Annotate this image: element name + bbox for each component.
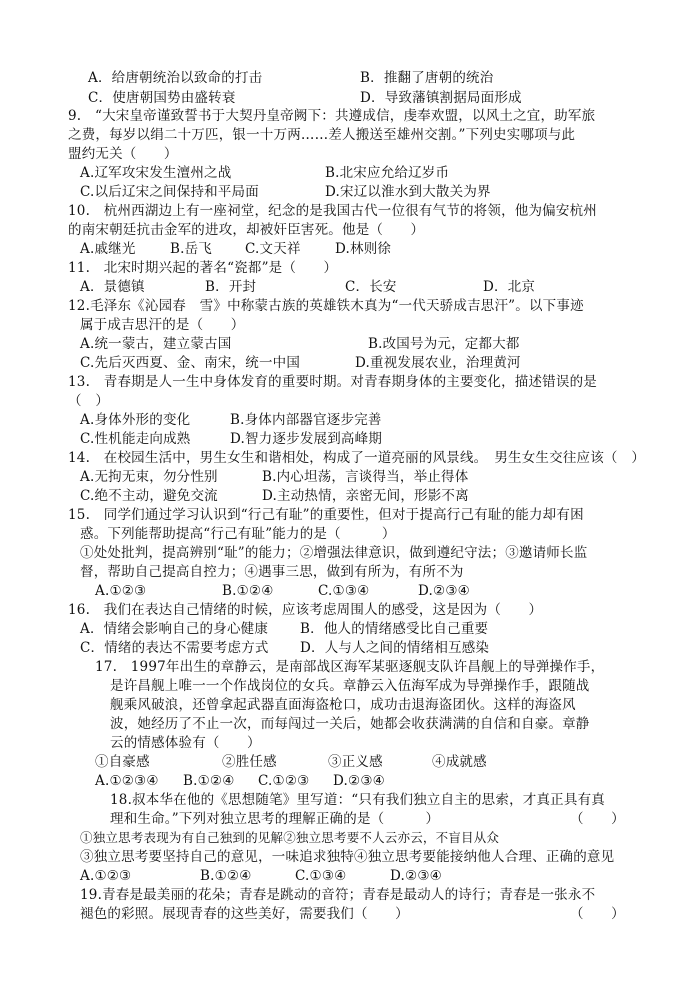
q18-option-b: B.①②④ xyxy=(200,868,252,884)
q17-option-a: A.①②③④ xyxy=(95,773,159,789)
q14-stem: 14. 在校园生活中，男生女生和谐相处，构成了一道亮丽的风景线。 男生女生交往应该（ ） xyxy=(68,450,646,466)
q18-statement-line2: ③独立思考要坚持自己的意见，一味追求独特④独立思考要能接纳他人合理、正确的意见 xyxy=(80,849,615,865)
q11-option-d: D．北京 xyxy=(483,279,536,295)
q13-option-b: B.身体内部器官逐步完善 xyxy=(230,412,382,428)
q11-option-b: B．开封 xyxy=(205,279,257,295)
q8-option-c: C．使唐朝国势由盛转衰 xyxy=(88,90,236,106)
q18-option-a: A.①②③ xyxy=(80,868,132,884)
q18-option-d: D.②③④ xyxy=(390,868,442,884)
q16-option-a: A．情绪会影响自己的身心健康 xyxy=(80,621,269,637)
q16-option-c: C．情绪的表达不需要考虑方式 xyxy=(80,640,269,656)
q10-option-d: D.林则徐 xyxy=(335,241,392,257)
q14-option-a: A.无拘无束，勿分性别 xyxy=(80,469,218,485)
q11-stem: 11. 北宋时期兴起的著名“瓷都”是（ ） xyxy=(68,260,338,276)
q15-option-d: D.②③④ xyxy=(418,583,470,599)
q18-answer-blank: （ ） xyxy=(570,811,625,827)
q14-option-c: C.绝不主动，避免交流 xyxy=(80,488,218,504)
q17-choice-4: ④成就感 xyxy=(432,754,487,770)
q11-option-c: C．长安 xyxy=(345,279,397,295)
q12-stem-line1: 12.毛泽东《沁园春 雪》中称蒙古族的英雄铁木真为“一代天骄成吉思汗”。以下事迹 xyxy=(68,298,584,314)
q15-statement-line1: ①处处批判，提高辨别“耻”的能力；②增强法律意识，做到遵纪守法；③邀请师长监 xyxy=(80,545,588,561)
q18-stem-line2: 理和生命。”下列对独立思考的理解正确的是（ ） xyxy=(110,811,440,827)
q17-option-c: C.①②③ xyxy=(258,773,310,789)
q14-option-b: B.内心坦荡，言谈得当，举止得体 xyxy=(262,469,469,485)
q18-option-c: C.①③④ xyxy=(295,868,347,884)
q19-answer-blank: （ ） xyxy=(570,906,625,922)
q9-option-d: D.宋辽以淮水到大散关为界 xyxy=(325,184,491,200)
q13-option-c: C.性机能走向成熟 xyxy=(80,431,191,447)
q13-stem-line2: （ ） xyxy=(68,393,110,409)
q8-option-b: B．推翻了唐朝的统治 xyxy=(360,70,494,86)
q17-stem-line5: 云的情感体验有（ ） xyxy=(110,735,261,751)
q12-option-a: A.统一蒙古，建立蒙古国 xyxy=(80,336,232,352)
q16-option-b: B．他人的情绪感受比自己重要 xyxy=(300,621,489,637)
q18-statement-line1: ①独立思考表现为有自己独到的见解②独立思考要不人云亦云，不盲目从众 xyxy=(80,830,500,845)
q17-option-b: B.①②④ xyxy=(183,773,235,789)
q13-option-a: A.身体外形的变化 xyxy=(80,412,191,428)
q10-option-a: A.戚继光 xyxy=(80,241,136,257)
q13-option-d: D.智力逐步发展到高峰期 xyxy=(230,431,383,447)
q8-option-a: A．给唐朝统治以致命的打击 xyxy=(88,70,263,86)
q17-option-d: D.②③④ xyxy=(333,773,385,789)
q15-option-a: A.①②③ xyxy=(95,583,147,599)
q17-choice-2: ②胜任感 xyxy=(222,754,277,770)
q15-option-b: B.①②④ xyxy=(222,583,274,599)
q10-option-c: C.文天祥 xyxy=(245,241,301,257)
q13-stem-line1: 13. 青春期是人一生中身体发育的重要时期。对青春期身体的主要变化，描述错误的是 xyxy=(68,374,597,390)
q12-option-b: B.改国号为元，定都大都 xyxy=(368,336,520,352)
q15-statement-line2: 督，帮助自己提高自控力；④遇事三思，做到有所为，有所不为 xyxy=(80,564,464,580)
q10-option-b: B.岳飞 xyxy=(170,241,213,257)
q15-stem-line2: 惑。下列能帮助提高“行己有耻”能力的是（ ） xyxy=(80,526,396,542)
q9-option-b: B.北宋应允给辽岁币 xyxy=(325,165,450,181)
q15-stem-line1: 15. 同学们通过学习认识到“行己有耻”的重要性，但对于提高行己有耻的能力却有困 xyxy=(68,507,584,523)
q14-option-d: D.主动热情，亲密无间，形影不离 xyxy=(262,488,469,504)
q19-stem-line1: 19.青春是最美丽的花朵；青春是跳动的音符；青春是最动人的诗行；青春是一张永不 xyxy=(80,887,596,903)
q9-stem-line2: 之费，每岁以绢二十万匹，银一十万两……差人搬送至雄州交割。”下列史实哪项与此 xyxy=(68,127,576,143)
q17-stem-line3: 舰乘风破浪，还曾拿起武器直面海盗枪口，成功击退海盗团伙。这样的海盗风 xyxy=(110,697,576,713)
q19-stem-line2: 褪色的彩照。展现青春的这些美好，需要我们（ ） xyxy=(80,906,409,922)
q8-option-d: D．导致藩镇割据局面形成 xyxy=(360,90,522,106)
q17-choice-3: ③正义感 xyxy=(328,754,383,770)
q11-option-a: A．景德镇 xyxy=(80,279,145,295)
q9-option-a: A.辽军攻宋发生澶州之战 xyxy=(80,165,232,181)
q17-stem-line4: 波，她经历了不止一次，而每闯过一关后，她都会收获满满的自信和自豪。章静 xyxy=(110,716,590,732)
q9-option-c: C.以后辽宋之间保持和平局面 xyxy=(80,184,259,200)
q10-stem-line1: 10. 杭州西湖边上有一座祠堂，纪念的是我国古代一位很有气节的将领，他为偏安杭州 xyxy=(68,203,597,219)
q12-stem-line2: 属于成吉思汗的是（ ） xyxy=(80,317,245,333)
q16-option-d: D．人与人之间的情绪相互感染 xyxy=(300,640,490,656)
q15-option-c: C.①③④ xyxy=(318,583,370,599)
q9-stem-line1: 9. “大宋皇帝谨致誓书于大契丹皇帝阙下：共遵成信，虔奉欢盟，以风土之宜，助军旅 xyxy=(68,108,596,124)
q17-stem-line2: 是许昌舰上唯一一个作战岗位的女兵。章静云入伍海军成为导弹操作手，跟随战 xyxy=(110,678,590,694)
q12-option-c: C.先后灭西夏、金、南宋，统一中国 xyxy=(80,355,301,371)
q12-option-d: D.重视发展农业，治理黄河 xyxy=(355,355,521,371)
q10-stem-line2: 的南宋朝廷抗击金军的进攻，却被奸臣害死。他是（ ） xyxy=(68,222,425,238)
q17-choice-1: ①自豪感 xyxy=(95,754,150,770)
q16-stem: 16. 我们在表达自己情绪的时候，应该考虑周围人的感受，这是因为（ ） xyxy=(68,602,543,618)
q9-stem-line3: 盟约无关（ ） xyxy=(68,146,178,162)
q18-stem-line1: 18.叔本华在他的《思想随笔》里写道：“只有我们独立自主的思索，才真正具有真 xyxy=(110,792,605,808)
q17-stem-line1: 17. 1997年出生的章静云，是南部战区海军某驱逐舰支队许昌舰上的导弹操作手， xyxy=(95,659,605,675)
